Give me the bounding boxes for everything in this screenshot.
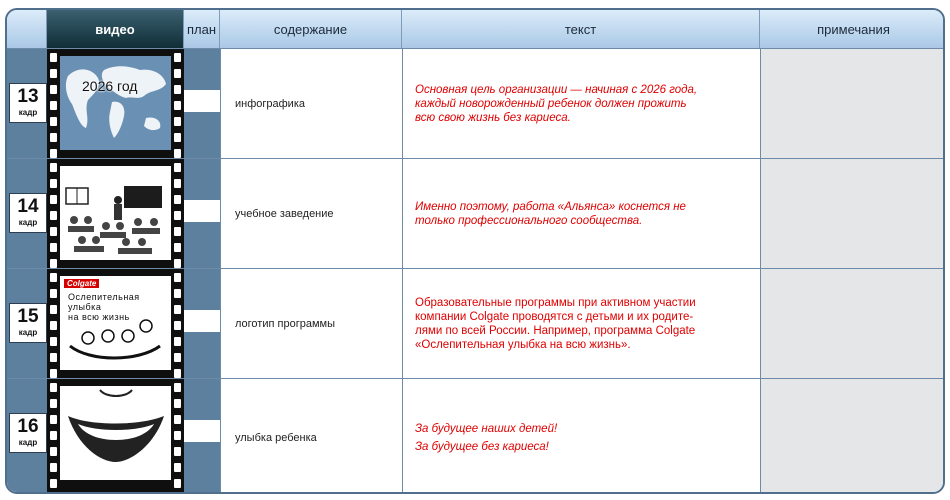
plan-box — [184, 90, 220, 112]
notes-cell — [760, 49, 945, 158]
film-sprocket-hole — [174, 163, 181, 172]
colgate-brand: Colgate — [64, 279, 99, 288]
frame-number — [9, 193, 47, 233]
content-cell: логотип программы — [220, 269, 402, 378]
film-strip — [47, 379, 184, 494]
film-sprocket-hole — [174, 227, 181, 236]
notes-cell — [760, 379, 945, 494]
film-sprocket-hole — [174, 69, 181, 78]
plan-box — [184, 200, 220, 222]
header-notes: примечания — [760, 10, 945, 48]
plan-cell — [184, 49, 220, 158]
plan-cell — [184, 159, 220, 268]
storyboard-table — [5, 8, 945, 494]
film-sprocket-hole — [50, 463, 57, 472]
film-sprocket-hole — [50, 69, 57, 78]
frame-number-value: 14 — [17, 196, 39, 217]
film-sprocket-hole — [50, 243, 57, 252]
content-cell: инфографика — [220, 49, 402, 158]
plan-box — [184, 310, 220, 332]
frame-number — [9, 303, 47, 343]
row-text: Основная цель организации — начиная с 2026 года, каждый новорожденный ребенок должен прожить всю свою жизнь без кариеса. — [415, 83, 698, 124]
film-sprocket-hole — [50, 305, 57, 314]
film-sprocket-hole — [174, 273, 181, 282]
frame-number-value: 15 — [17, 306, 39, 327]
image-caption: 2026 год — [82, 78, 138, 94]
film-sprocket-hole — [50, 101, 57, 110]
program-caption: Ослепительная улыбка на всю жизнь — [68, 292, 140, 322]
classroom-icon — [60, 166, 171, 260]
film-sprocket-hole — [174, 431, 181, 440]
frame-label: кадр — [18, 328, 38, 337]
film-sprocket-hole — [174, 415, 181, 424]
film-sprocket-hole — [174, 211, 181, 220]
film-sprocket-hole — [50, 259, 57, 268]
film-strip — [47, 269, 184, 378]
film-sprocket-hole — [50, 447, 57, 456]
film-sprocket-hole — [174, 305, 181, 314]
row-text: Именно поэтому, работа «Альянса» коснется не только профессионального сообщества. — [415, 200, 686, 227]
frame-label: кадр — [18, 108, 38, 117]
text-cell — [402, 379, 760, 494]
film-sprocket-hole — [174, 53, 181, 62]
table-row — [7, 268, 945, 378]
film-sprocket-hole — [50, 133, 57, 142]
notes-cell — [760, 269, 945, 378]
film-sprocket-hole — [174, 369, 181, 378]
film-sprocket-hole — [50, 149, 57, 158]
film-sprocket-hole — [50, 273, 57, 282]
film-sprocket-hole — [50, 85, 57, 94]
header-text: текст — [402, 10, 760, 48]
film-sprocket-hole — [174, 337, 181, 346]
frame-label: кадр — [18, 218, 38, 227]
film-sprocket-hole — [174, 117, 181, 126]
film-sprocket-hole — [50, 353, 57, 362]
plan-box — [184, 420, 220, 442]
frame-label: кадр — [18, 438, 38, 447]
frame-number-value: 13 — [17, 86, 39, 107]
header-video: видео — [47, 10, 184, 48]
plan-cell — [184, 269, 220, 378]
film-sprocket-hole — [174, 447, 181, 456]
film-sprocket-hole — [174, 195, 181, 204]
film-sprocket-hole — [174, 101, 181, 110]
text-cell — [402, 49, 760, 158]
film-sprocket-hole — [50, 383, 57, 392]
film-sprocket-hole — [174, 149, 181, 158]
film-sprocket-hole — [50, 431, 57, 440]
frame-number — [9, 413, 47, 453]
world-map-icon — [60, 56, 171, 150]
film-sprocket-hole — [50, 195, 57, 204]
child-smile-icon — [60, 386, 171, 480]
frame-number — [9, 83, 47, 123]
content-cell: учебное заведение — [220, 159, 402, 268]
film-sprocket-hole — [50, 399, 57, 408]
film-sprocket-hole — [174, 479, 181, 488]
film-sprocket-hole — [50, 479, 57, 488]
film-sprocket-hole — [50, 289, 57, 298]
film-sprocket-hole — [50, 179, 57, 188]
frame-number-value: 16 — [17, 416, 39, 437]
film-strip — [47, 49, 184, 158]
film-sprocket-hole — [174, 353, 181, 362]
film-sprocket-hole — [174, 133, 181, 142]
notes-cell — [760, 159, 945, 268]
text-cell — [402, 269, 760, 378]
film-sprocket-hole — [174, 85, 181, 94]
header-blank — [7, 10, 47, 48]
film-sprocket-hole — [174, 243, 181, 252]
film-sprocket-hole — [174, 399, 181, 408]
table-row — [7, 378, 945, 494]
smile-program-logo-icon — [60, 276, 171, 370]
film-sprocket-hole — [174, 179, 181, 188]
film-sprocket-hole — [50, 337, 57, 346]
film-sprocket-hole — [174, 259, 181, 268]
content-cell: улыбка ребенка — [220, 379, 402, 494]
film-sprocket-hole — [50, 369, 57, 378]
film-sprocket-hole — [50, 321, 57, 330]
film-strip — [47, 159, 184, 268]
film-sprocket-hole — [50, 415, 57, 424]
film-sprocket-hole — [50, 53, 57, 62]
table-row — [7, 48, 945, 158]
header-content: содержание — [220, 10, 402, 48]
film-sprocket-hole — [174, 383, 181, 392]
film-sprocket-hole — [174, 321, 181, 330]
film-sprocket-hole — [174, 289, 181, 298]
table-row — [7, 158, 945, 268]
header-plan: план — [184, 10, 220, 48]
film-sprocket-hole — [174, 463, 181, 472]
text-cell — [402, 159, 760, 268]
film-sprocket-hole — [50, 227, 57, 236]
film-sprocket-hole — [50, 163, 57, 172]
plan-cell — [184, 379, 220, 494]
film-sprocket-hole — [50, 211, 57, 220]
row-text: Образовательные программы при активном участии компании Colgate проводятся с детьми и их родите- лями по всей России. Например, программа Colgate «Ослепительная улыбка на всю жизнь». — [415, 296, 696, 351]
row-text: За будущее наших детей! За будущее без кариеса! — [415, 422, 558, 453]
film-sprocket-hole — [50, 117, 57, 126]
